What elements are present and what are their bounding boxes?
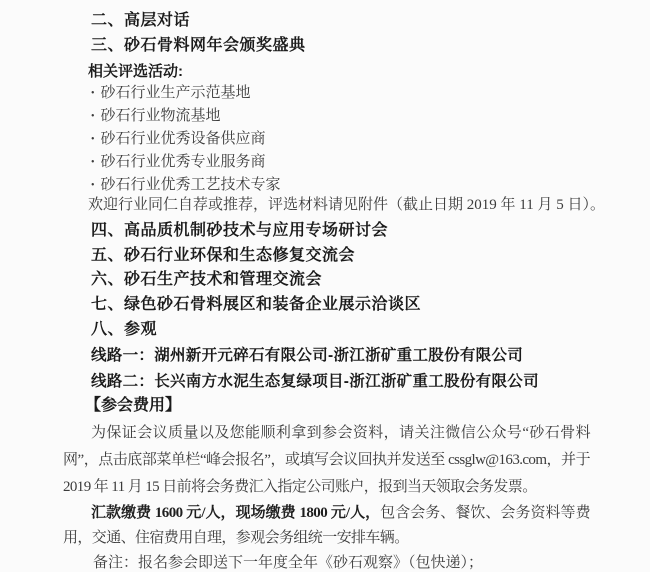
award-item-text: 砂石行业优秀专业服务商	[100, 154, 266, 170]
bullet-icon: •	[91, 134, 95, 145]
award-list-item	[91, 177, 590, 194]
awards-label: 相关评选活动:	[88, 63, 183, 80]
bullet-icon: •	[91, 88, 95, 99]
award-item-text: 砂石行业优秀设备供应商	[100, 131, 266, 147]
remark-line: 备注：报名参会即送下一年度全年《砂石观察》（包快递）；	[93, 555, 484, 571]
agenda-heading-4: 四、高品质机制砂技术与应用专场研讨会	[91, 222, 389, 239]
agenda-heading-8: 八、参观	[91, 321, 158, 338]
bullet-icon: •	[91, 180, 95, 191]
payment-paragraph	[63, 501, 590, 551]
payment-amounts: 汇款缴费 1600 元/人，现场缴费 1800 元/人，	[91, 505, 381, 521]
award-item-text: 砂石行业生产示范基地	[100, 85, 251, 101]
award-list-item	[91, 108, 590, 125]
bullet-icon: •	[91, 111, 95, 122]
fees-section-title: 【参会费用】	[85, 397, 182, 414]
agenda-heading-3: 三、砂石骨料网年会颁奖盛典	[91, 37, 306, 54]
award-item-text: 砂石行业物流基地	[100, 108, 221, 124]
visit-route-1: 线路一：湖州新开元碎石有限公司-浙江浙矿重工股份有限公司	[91, 347, 524, 364]
agenda-heading-5: 五、砂石行业环保和生态修复交流会	[91, 247, 356, 264]
agenda-heading-2: 二、高层对话	[91, 12, 191, 29]
award-list-item	[91, 85, 590, 102]
agenda-heading-6: 六、砂石生产技术和管理交流会	[91, 271, 323, 288]
visit-route-2: 线路二：长兴南方水泥生态复绿项目-浙江浙矿重工股份有限公司	[91, 373, 539, 390]
bullet-icon: •	[91, 157, 95, 168]
award-item-text: 砂石行业优秀工艺技术专家	[100, 177, 281, 193]
award-list-item	[91, 131, 590, 148]
payment-detail: 包含会务、餐饮、会务资料等费用，交通、住宿费用自理，参观会务组统一安排车辆。	[63, 505, 590, 546]
awards-note: 欢迎行业同仁自荐或推荐，评选材料请见附件（截止日期 2019 年 11 月 5 日）。	[88, 197, 605, 213]
award-list-item	[91, 154, 590, 171]
fees-intro-paragraph: 为保证会议质量以及您能顺利拿到参会资料，请关注微信公众号“砂石骨料网”，点击底部菜单栏“峰会报名”，或填写会议回执并发送至 cssglw@163.com，并于 2019 年 11 月 15 日前将会务费汇入指定公司账户，报到当天领取会务发票。	[63, 425, 590, 495]
agenda-heading-7: 七、绿色砂石骨料展区和装备企业展示洽谈区	[91, 296, 422, 313]
